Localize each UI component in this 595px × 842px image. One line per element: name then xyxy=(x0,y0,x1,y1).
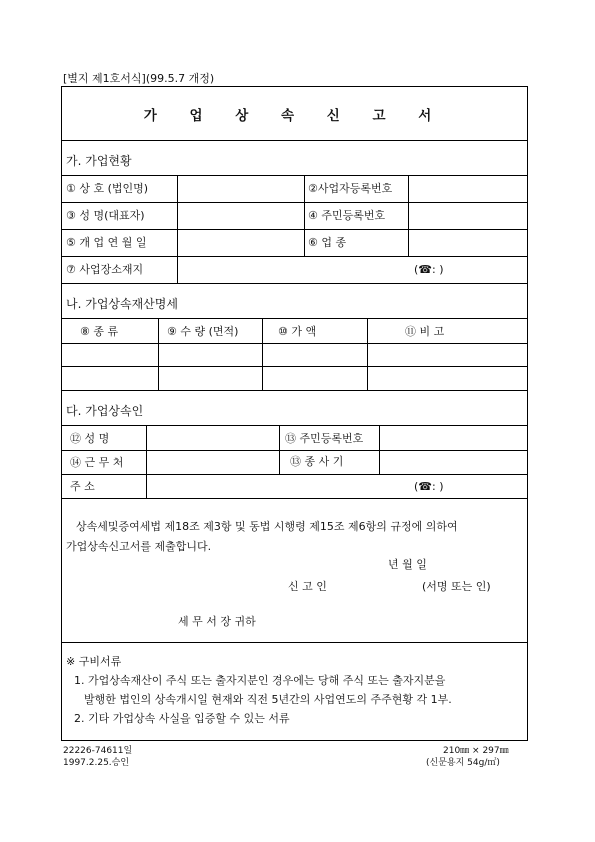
documents-item-1a: 1. 가업상속재산이 주식 또는 출자지분인 경우에는 당해 주식 또는 출자지분을 xyxy=(74,674,446,687)
label-trade-name: ① 상 호 (법인명) xyxy=(66,182,149,195)
label-industry: ⑥ 업 종 xyxy=(308,236,347,249)
signature-placeholder: (서명 또는 인) xyxy=(422,580,491,593)
label-workplace: ⑭ 근 무 처 xyxy=(70,456,124,469)
label-heir-name: ⑫ 성 명 xyxy=(70,432,110,445)
label-name-rep: ③ 성 명(대표자) xyxy=(66,209,145,222)
reporter-label: 신 고 인 xyxy=(288,580,327,593)
divider xyxy=(61,450,528,451)
divider xyxy=(61,283,528,284)
documents-item-2: 2. 기타 가업상속 사실을 입증할 수 있는 서류 xyxy=(74,712,290,725)
divider xyxy=(177,175,178,283)
col-value: ⑩ 가 액 xyxy=(278,325,317,338)
divider xyxy=(61,343,528,344)
col-quantity: ⑨ 수 량 (면적) xyxy=(167,325,239,338)
divider xyxy=(61,175,528,176)
divider xyxy=(61,140,528,141)
declaration-date: 년 월 일 xyxy=(388,558,427,571)
divider xyxy=(61,318,528,319)
divider xyxy=(61,390,528,391)
divider xyxy=(61,498,528,499)
form-title: 가 업 상 속 신 고 서 xyxy=(143,108,446,124)
label-resident-no: ④ 주민등록번호 xyxy=(308,209,386,222)
divider xyxy=(61,202,528,203)
col-kind: ⑧ 종 류 xyxy=(80,325,119,338)
col-note: ⑪ 비 고 xyxy=(405,325,445,338)
divider xyxy=(279,425,280,474)
section-b-heading: 나. 가업상속재산명세 xyxy=(66,297,178,311)
declaration-line-1: 상속세및증여세법 제18조 제3항 및 동법 시행령 제15조 제6항의 규정에 의하여 xyxy=(76,520,458,533)
label-engaged: ⑬ 종 사 기 xyxy=(290,455,344,468)
label-biz-reg-no: ②사업자등록번호 xyxy=(308,182,393,195)
form-code: 22226-74611일 xyxy=(63,746,133,756)
section-a-heading: 가. 가업현황 xyxy=(66,154,132,168)
section-c-heading: 다. 가업상속인 xyxy=(66,404,144,418)
declaration-line-2: 가업상속신고서를 제출합니다. xyxy=(66,540,212,553)
label-heir-address: 주 소 xyxy=(70,480,95,493)
divider xyxy=(61,229,528,230)
label-address: ⑦ 사업장소재지 xyxy=(66,263,144,276)
divider xyxy=(61,425,528,426)
divider xyxy=(61,366,528,367)
divider xyxy=(61,642,528,643)
divider xyxy=(61,256,528,257)
heir-phone-placeholder: (☎: ) xyxy=(414,480,444,493)
label-heir-resident-no: ⑬ 주민등록번호 xyxy=(285,432,364,445)
divider xyxy=(379,425,380,474)
divider xyxy=(61,474,528,475)
divider xyxy=(146,425,147,498)
label-open-date: ⑤ 개 업 연 월 일 xyxy=(66,236,147,249)
addressee: 세 무 서 장 귀하 xyxy=(178,615,256,628)
paper-type: (신문용지 54g/㎡) xyxy=(426,758,500,768)
paper-size: 210㎜ × 297㎜ xyxy=(443,746,509,756)
divider xyxy=(304,175,305,256)
phone-placeholder: (☎: ) xyxy=(414,263,444,276)
documents-heading: ※ 구비서류 xyxy=(66,655,122,668)
approval-date: 1997.2.25.승인 xyxy=(63,758,130,768)
divider xyxy=(408,175,409,256)
form-reference: [별지 제1호서식](99.5.7 개정) xyxy=(63,72,215,85)
documents-item-1b: 발행한 법인의 상속개시일 현재와 직전 5년간의 사업연도의 주주현황 각 1부. xyxy=(84,693,452,706)
divider xyxy=(158,318,159,390)
divider xyxy=(262,318,263,390)
divider xyxy=(367,318,368,390)
